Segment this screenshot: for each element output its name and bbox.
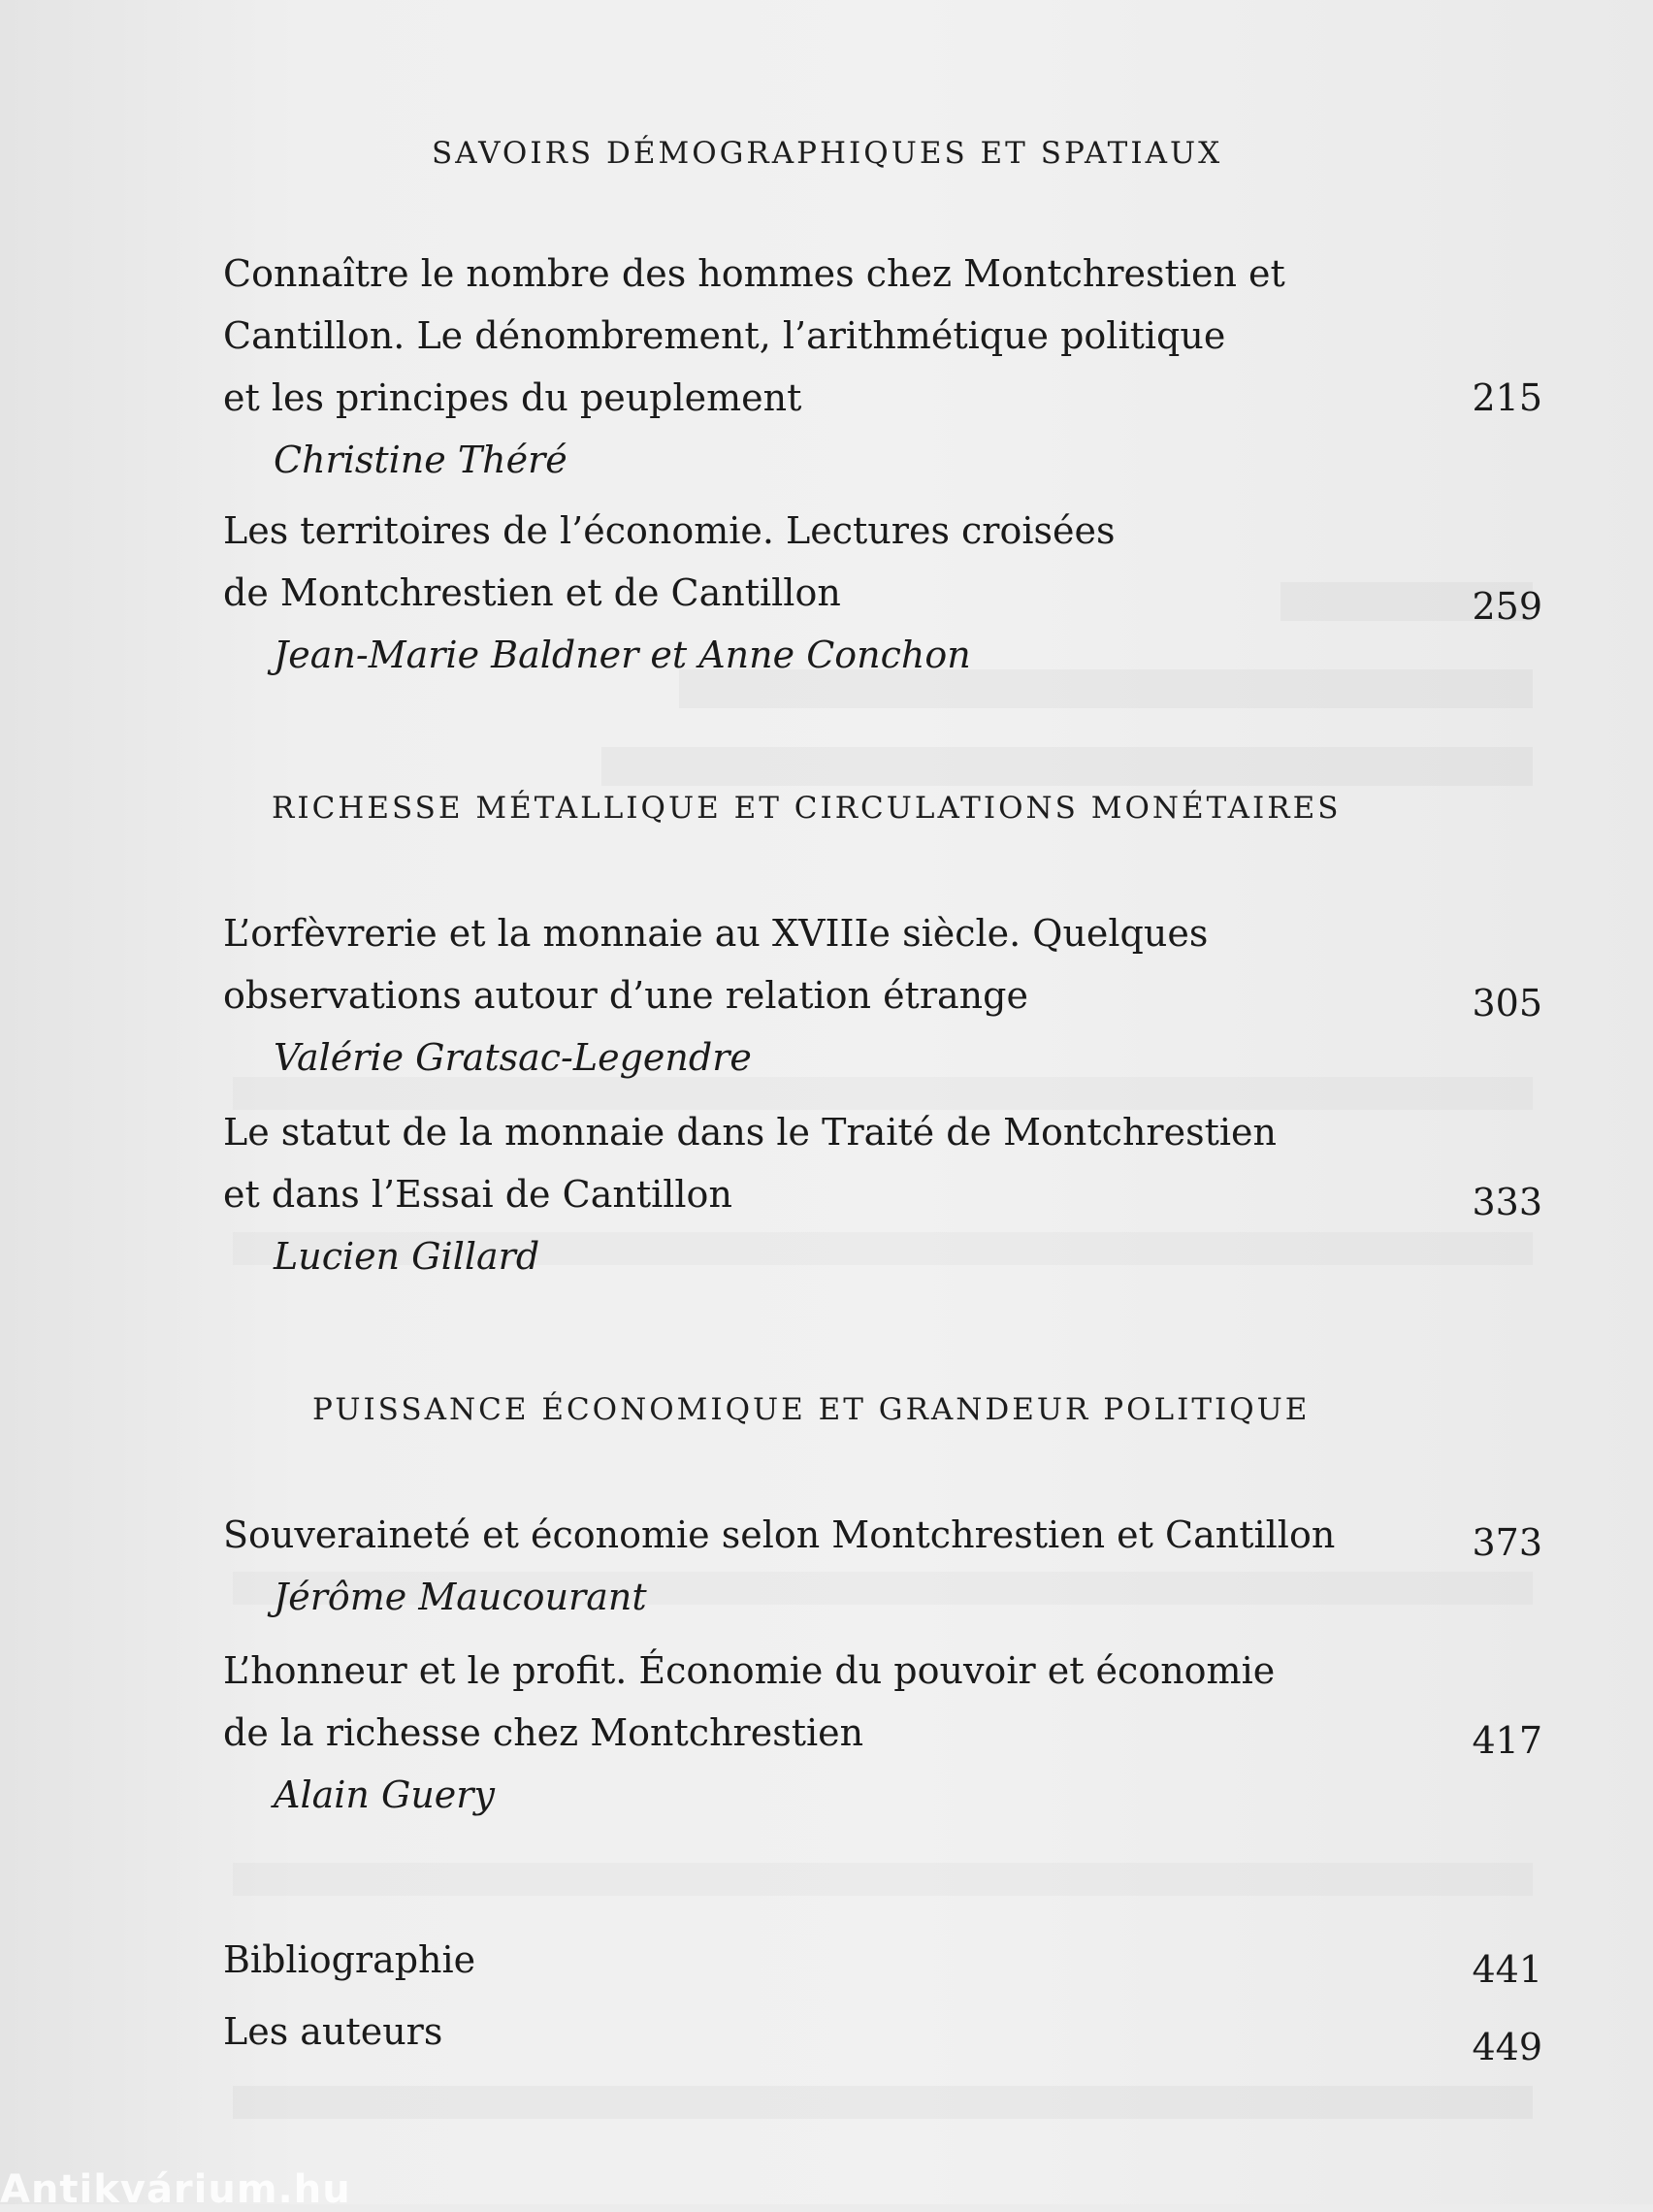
- entry-title-line: de Montchrestien et de Cantillon: [223, 571, 841, 614]
- entry-title-line: Les auteurs: [223, 2010, 443, 2053]
- entry-author: Valérie Gratsac-Legendre: [274, 1036, 752, 1079]
- entry-title-line: et les principes du peuplement: [223, 376, 802, 419]
- entry-title-line: Souveraineté et économie selon Montchrestien et Cantillon: [223, 1513, 1336, 1556]
- entry-author: Christine Théré: [274, 439, 567, 481]
- toc-entry-authors: [223, 2001, 1542, 2068]
- page-number: 333: [1472, 1181, 1542, 1223]
- toc-entry: [223, 902, 1542, 1089]
- entry-author: Jean-Marie Baldner et Anne Conchon: [274, 634, 971, 676]
- toc-entry: [223, 500, 1542, 686]
- section-title: PUISSANCE ÉCONOMIQUE ET GRANDEUR POLITIQUE: [312, 1392, 1311, 1427]
- entry-author: Jérôme Maucourant: [274, 1576, 647, 1618]
- toc-entry: [223, 1101, 1542, 1287]
- entry-title-line: de la richesse chez Montchrestien: [223, 1711, 864, 1754]
- entry-title-line: et dans l’Essai de Cantillon: [223, 1173, 732, 1216]
- page-number: 305: [1472, 982, 1542, 1025]
- page-number: 215: [1472, 376, 1542, 419]
- entry-title-line: Les territoires de l’économie. Lectures croisées: [223, 509, 1116, 552]
- entry-title-line: Le statut de la monnaie dans le Traité de Montchrestien: [223, 1111, 1277, 1154]
- page-number: 373: [1472, 1521, 1542, 1564]
- show-through: [233, 2086, 1533, 2119]
- entry-author: Lucien Gillard: [274, 1235, 540, 1278]
- entry-title-line: Bibliographie: [223, 1938, 476, 1981]
- entry-title-line: Cantillon. Le dénombrement, l’arithmétique politique: [223, 314, 1226, 357]
- toc-entry: [223, 243, 1542, 491]
- toc-entry: [223, 1640, 1542, 1826]
- entry-title-line: L’honneur et le profit. Économie du pouvoir et économie: [223, 1649, 1276, 1692]
- page-number: 259: [1472, 585, 1542, 628]
- page-number: 441: [1472, 1948, 1542, 1991]
- page-number: 449: [1472, 2026, 1542, 2068]
- toc-entry-bibliography: [223, 1929, 1542, 1991]
- entry-title-line: Connaître le nombre des hommes chez Montchrestien et: [223, 252, 1285, 295]
- entry-author: Alain Guery: [274, 1773, 495, 1816]
- section-title: SAVOIRS DÉMOGRAPHIQUES ET SPATIAUX: [432, 136, 1223, 171]
- section-title: RICHESSE MÉTALLIQUE ET CIRCULATIONS MONÉTAIRES: [272, 791, 1342, 826]
- entry-title-line: observations autour d’une relation étrange: [223, 974, 1028, 1017]
- entry-title-line: L’orfèvrerie et la monnaie au XVIIIe siècle. Quelques: [223, 912, 1209, 955]
- toc-entry: [223, 1504, 1542, 1628]
- show-through: [233, 1863, 1533, 1896]
- show-through: [601, 747, 1533, 786]
- watermark: Antikvárium.hu: [0, 2167, 351, 2212]
- page-number: 417: [1472, 1719, 1542, 1762]
